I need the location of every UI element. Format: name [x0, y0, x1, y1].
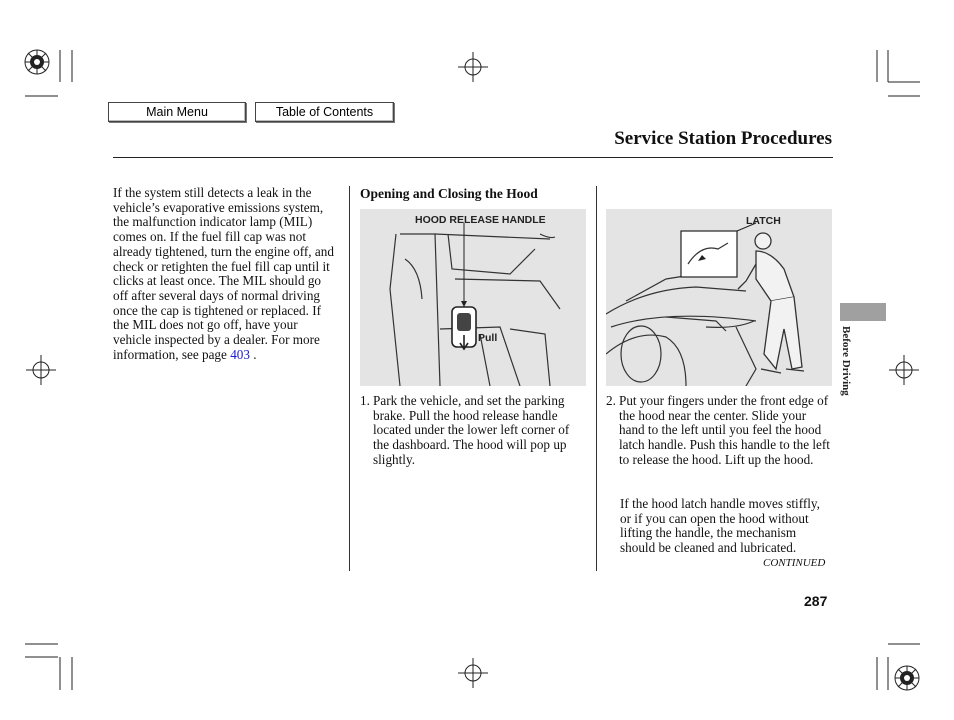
side-section-label [836, 326, 858, 408]
hood-release-handle-label: HOOD RELEASE HANDLE [415, 214, 546, 226]
column-divider-left [349, 186, 350, 571]
column-divider-right [596, 186, 597, 571]
starburst-target-bottom-right [895, 666, 919, 690]
step-1-text: Park the vehicle, and set the parking brake. Pull the hood release handle located under the lower left corner of the dashboard. The hood will pop up slightly. [373, 393, 570, 467]
registration-mark-bottom [458, 658, 488, 688]
side-section-label-text: Before Driving [840, 326, 852, 396]
registration-mark-right [889, 355, 919, 385]
latch-label: LATCH [746, 215, 781, 227]
latch-lubrication-note: If the hood latch handle moves stiffly, or if you can open the hood without lifting the handle, the mechanism should be cleaned and lubricated. [620, 496, 820, 556]
registration-mark-top [458, 52, 488, 82]
hood-latch-drawing [606, 209, 832, 386]
hood-latch-illustration [606, 209, 832, 386]
step-2-number: 2. [606, 393, 616, 408]
hood-release-illustration [360, 209, 586, 386]
paragraph-end: . [253, 346, 257, 362]
page-number: 287 [804, 593, 828, 609]
step-2 [606, 394, 832, 494]
step-1-number: 1. [360, 393, 370, 408]
page-reference-link[interactable]: 403 [230, 346, 250, 362]
table-of-contents-button[interactable]: Table of Contents [255, 102, 394, 122]
step-1 [360, 394, 588, 474]
section-heading: Opening and Closing the Hood [360, 186, 538, 201]
registration-mark-left [26, 355, 56, 385]
section-tab [840, 303, 886, 321]
hood-release-drawing [360, 209, 586, 386]
evap-leak-text: If the system still detects a leak in the vehicle’s evaporative emissions system, the malfunction indicator lamp (MIL) comes on. If the fuel fill cap was not already tightened, turn the engine off, and check or retighten the fuel fill cap until it clicks at least once. The MIL should go off after several days of normal driving once the cap is tightened or replaced. If the MIL does not go off, have your vehicle inspected by a dealer. For more information, see page [113, 185, 334, 362]
header-divider [113, 157, 833, 158]
step-2-text: Put your fingers under the front edge of the hood near the center. Slide your hand to the left until you feel the hood latch handle. Push this handle to the left to release the hood. Lift up the hood. [619, 393, 830, 467]
starburst-target-top-left [25, 50, 49, 74]
evap-leak-paragraph [113, 186, 338, 362]
page-title: Service Station Procedures [614, 128, 832, 149]
main-menu-button[interactable]: Main Menu [108, 102, 246, 122]
pull-label: Pull [478, 332, 498, 344]
continued-label: CONTINUED [763, 557, 826, 569]
